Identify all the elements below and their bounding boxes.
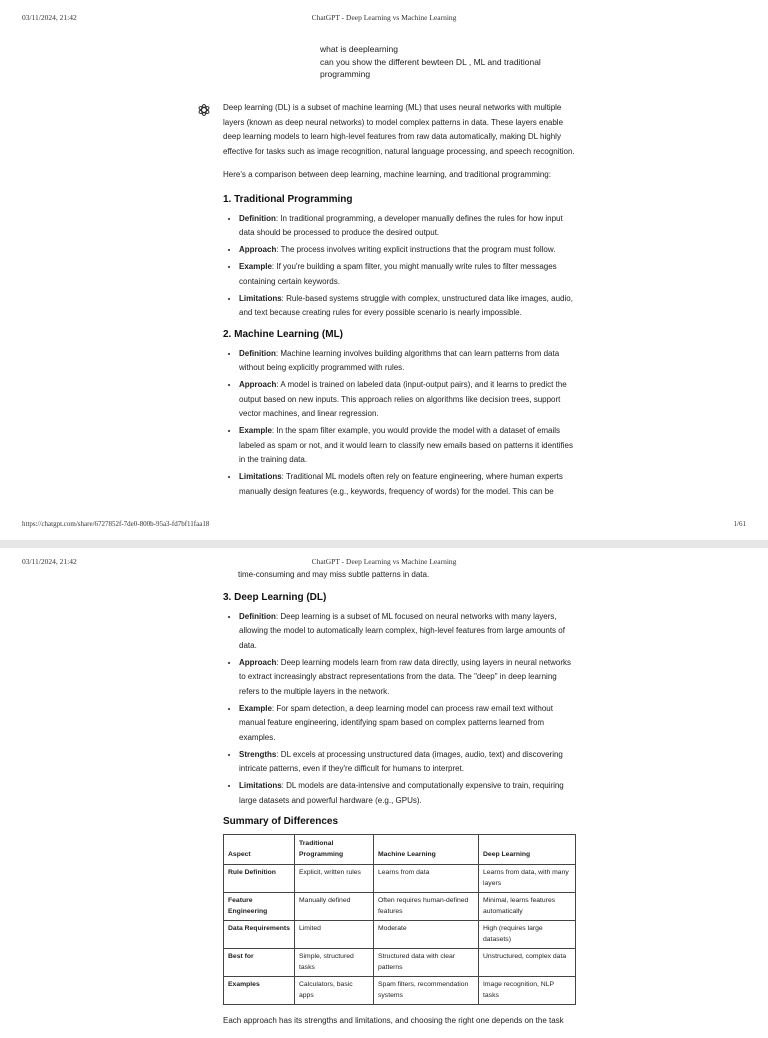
summary-heading: Summary of Differences bbox=[223, 816, 339, 827]
item-text: : The process involves writing explicit instructions that the program must follow. bbox=[276, 245, 556, 254]
user-message-line: programming bbox=[320, 69, 371, 79]
table-cell: High (requires large datasets) bbox=[479, 921, 576, 949]
column-header: Deep Learning bbox=[479, 835, 576, 865]
table-cell: Manually defined bbox=[295, 893, 374, 921]
intro-paragraph: Deep learning (DL) is a subset of machine learning (ML) that uses neural networks with multiple layers (known as deep neural networks) to model complex patterns in data. These layers enable deep learning models to learn high-level features from raw data automatically, making DL highly effective for tasks such as image recognition, natural language processing, and speech recognition. bbox=[223, 103, 575, 156]
table-cell: Feature Engineering bbox=[224, 893, 295, 921]
table-cell: Spam filters, recommendation systems bbox=[374, 977, 479, 1005]
share-url: https://chatgpt.com/share/6727852f-7de0-800b-95a3-fd7bf11faa18 bbox=[22, 520, 210, 528]
list-item bbox=[239, 347, 579, 376]
bullet-list bbox=[223, 610, 579, 809]
item-label: Definition bbox=[239, 348, 276, 358]
table-row bbox=[224, 893, 576, 921]
table-row bbox=[224, 921, 576, 949]
bullet-list bbox=[223, 347, 579, 500]
item-text: : Machine learning involves building algorithms that can learn patterns from data without being explicitly programmed with rules. bbox=[239, 348, 560, 372]
table-cell: Calculators, basic apps bbox=[295, 977, 374, 1005]
item-label: Limitations bbox=[239, 293, 282, 303]
table-cell: Learns from data bbox=[374, 865, 479, 893]
list-item bbox=[239, 748, 579, 777]
column-header: Machine Learning bbox=[374, 835, 479, 865]
table-cell: Structured data with clear patterns bbox=[374, 949, 479, 977]
list-item bbox=[239, 212, 579, 241]
item-text: : A model is trained on labeled data (input-output pairs), and it learns to predict the output based on new inputs. This approach relies on algorithms like decision trees, support vector machines, and linear regression. bbox=[239, 380, 567, 418]
item-text: : If you're building a spam filter, you might manually write rules to filter messages containing certain keywords. bbox=[239, 262, 557, 286]
column-header: Traditional Programming bbox=[295, 835, 374, 865]
continuation-text: time-consuming and may miss subtle patterns in data. bbox=[238, 570, 430, 579]
item-label: Example bbox=[239, 262, 272, 271]
item-label: Strengths bbox=[239, 749, 277, 759]
item-text: : Deep learning is a subset of ML focused on neural networks with many layers, allowing the model to automatically learn complex, high-level features from large amounts of data. bbox=[239, 611, 565, 650]
table-cell: Best for bbox=[224, 949, 295, 977]
item-label: Definition bbox=[239, 213, 276, 223]
item-text: : DL excels at processing unstructured data (images, audio, text) and discovering intricate patterns, even if they're difficult for humans to interpret. bbox=[239, 749, 563, 773]
list-item bbox=[239, 610, 579, 654]
list-item bbox=[239, 470, 579, 499]
table-cell: Minimal, learns features automatically bbox=[479, 893, 576, 921]
item-text: : Traditional ML models often rely on feature engineering, where human experts manually design features (e.g., keywords, frequency of words) for the model. This can be bbox=[239, 472, 563, 496]
item-text: : For spam detection, a deep learning model can process raw email text without manual feature engineering, identifying spam based on complex patterns learned from examples. bbox=[239, 703, 553, 742]
assistant-response bbox=[223, 101, 579, 505]
pdf-page-2 bbox=[0, 548, 768, 1024]
list-item bbox=[239, 378, 579, 422]
list-item bbox=[239, 702, 579, 746]
user-message-line: what is deeplearning bbox=[320, 44, 398, 54]
table-cell: Image recognition, NLP tasks bbox=[479, 977, 576, 1005]
item-text: : In the spam filter example, you would provide the model with a dataset of emails labeled as spam or not, and it would learn to classify new emails based on patterns it identifies in the training data. bbox=[239, 426, 573, 464]
table-row bbox=[224, 865, 576, 893]
item-label: Limitations bbox=[239, 472, 282, 481]
table-row bbox=[224, 949, 576, 977]
print-date: 03/11/2024, 21:42 bbox=[22, 13, 77, 22]
list-item bbox=[239, 243, 579, 258]
table-cell: Limited bbox=[295, 921, 374, 949]
page-separator bbox=[0, 540, 768, 548]
print-date: 03/11/2024, 21:42 bbox=[22, 557, 77, 566]
item-text: : DL models are data-intensive and computationally expensive to train, requiring large datasets and powerful hardware (e.g., GPUs). bbox=[239, 781, 564, 805]
section-heading: 2. Machine Learning (ML) bbox=[223, 328, 344, 340]
table-cell: Data Requirements bbox=[224, 921, 295, 949]
item-text: : Rule-based systems struggle with complex, unstructured data like images, audio, and text because creating rules for every possible scenario is nearly impossible. bbox=[239, 293, 573, 317]
list-item bbox=[239, 656, 579, 700]
section-heading: 1. Traditional Programming bbox=[223, 193, 353, 205]
user-message-line: can you show the different bewteen DL , ML and traditional bbox=[320, 56, 541, 67]
bullet-list bbox=[223, 212, 579, 321]
list-item bbox=[239, 424, 579, 468]
item-text: : Deep learning models learn from raw data directly, using layers in neural networks to extract increasingly abstract representations from the data. The "deep" in deep learning refers to the multiple layers in the network. bbox=[239, 657, 571, 696]
page-title: ChatGPT - Deep Learning vs Machine Learning bbox=[311, 13, 457, 22]
item-label: Limitations bbox=[239, 781, 282, 790]
table-cell: Simple, structured tasks bbox=[295, 949, 374, 977]
closing-paragraph: Each approach has its strengths and limitations, and choosing the right one depends on the task bbox=[223, 1016, 564, 1025]
column-header: Aspect bbox=[224, 835, 295, 865]
page-number: 1/61 bbox=[733, 520, 746, 528]
openai-logo-icon bbox=[197, 103, 211, 117]
comparison-table bbox=[223, 834, 576, 1005]
table-cell: Often requires human-defined features bbox=[374, 893, 479, 921]
table-cell: Examples bbox=[224, 977, 295, 1005]
table-cell: Learns from data, with many layers bbox=[479, 865, 576, 893]
list-item bbox=[239, 779, 579, 808]
item-text: : In traditional programming, a developer manually defines the rules for how input data should be processed to produce the desired output. bbox=[239, 213, 563, 237]
list-item bbox=[239, 260, 579, 289]
item-label: Definition bbox=[239, 611, 276, 621]
table-row bbox=[224, 977, 576, 1005]
assistant-response-continued bbox=[223, 568, 579, 1038]
table-cell: Rule Definition bbox=[224, 865, 295, 893]
table-cell: Explicit, written rules bbox=[295, 865, 374, 893]
item-label: Example bbox=[239, 426, 272, 435]
item-label: Example bbox=[239, 703, 272, 713]
section-heading: 3. Deep Learning (DL) bbox=[223, 591, 327, 603]
page-title: ChatGPT - Deep Learning vs Machine Learning bbox=[311, 557, 457, 566]
item-label: Approach bbox=[239, 245, 277, 254]
user-message bbox=[320, 43, 560, 81]
table-cell: Moderate bbox=[374, 921, 479, 949]
table-cell: Unstructured, complex data bbox=[479, 949, 576, 977]
list-item bbox=[239, 292, 579, 321]
table-header-row bbox=[224, 835, 576, 865]
item-label: Approach bbox=[239, 380, 277, 389]
item-label: Approach bbox=[239, 657, 277, 667]
comparison-intro: Here's a comparison between deep learning, machine learning, and traditional programming: bbox=[223, 170, 551, 179]
